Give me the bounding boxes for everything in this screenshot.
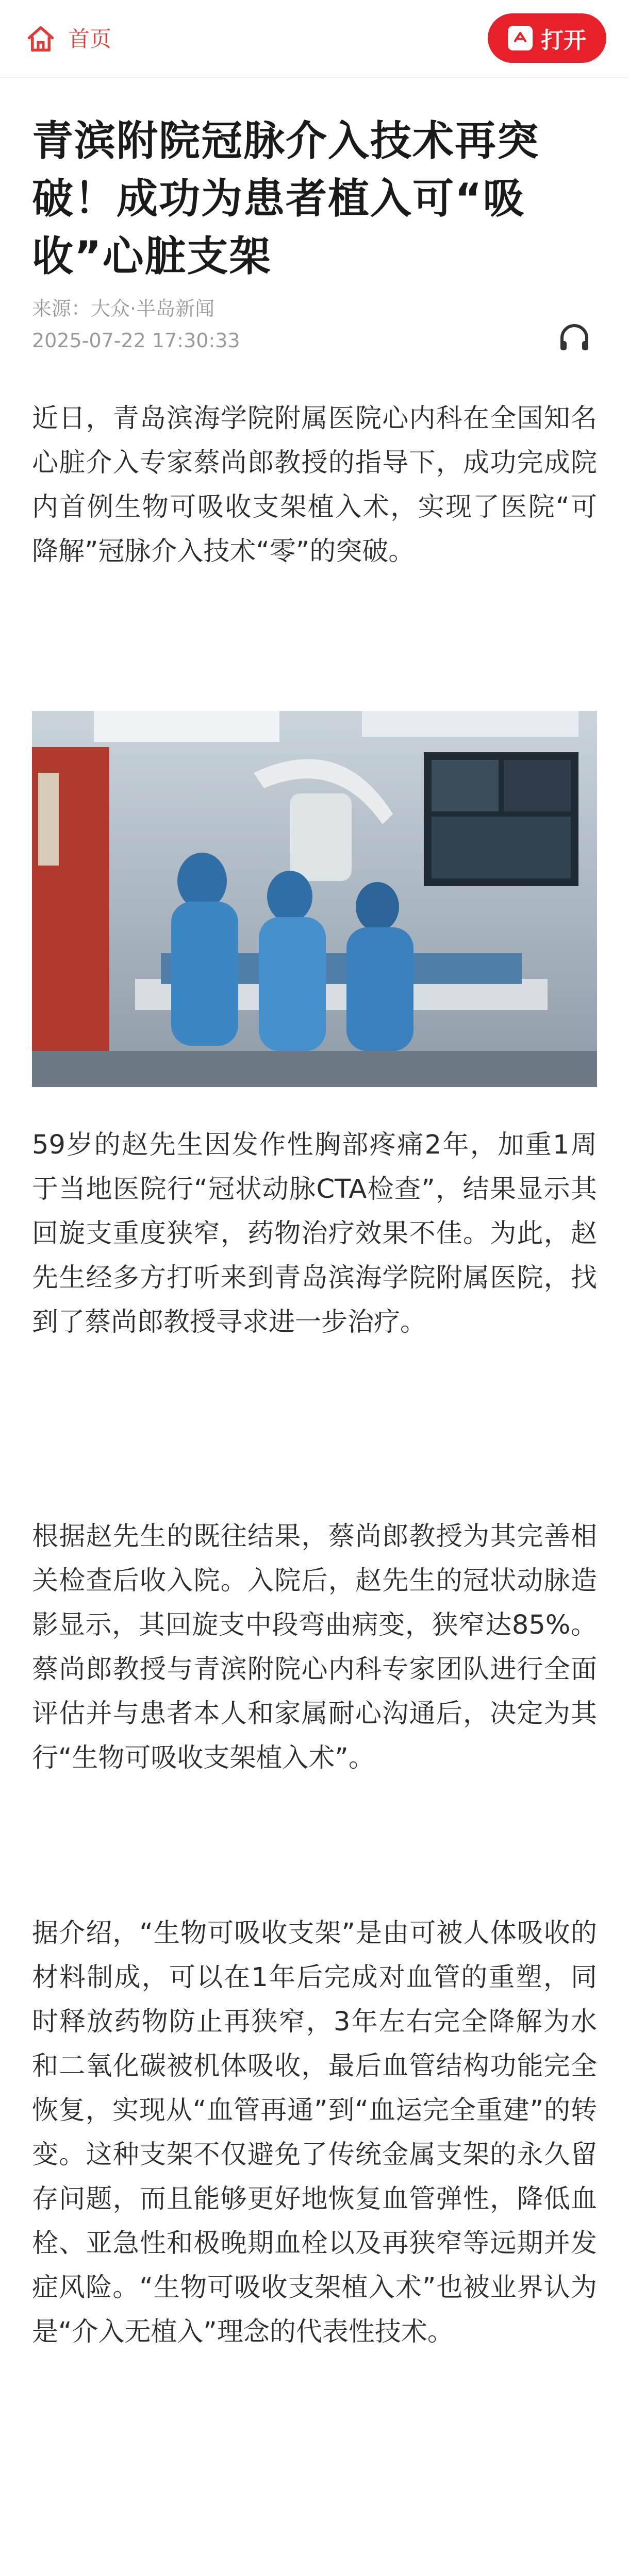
top-nav-bar [0, 0, 629, 78]
article-source: 来源：大众·半岛新闻 [32, 297, 215, 320]
article-photo-surgery [32, 711, 597, 1087]
home-label: 首页 [68, 26, 112, 52]
open-app-label: 打开 [541, 27, 586, 54]
article-time: 2025-07-22 17:30:33 [32, 329, 240, 352]
article-paragraph: 据介绍，“生物可吸收支架”是由可被人体吸收的材料制成，可以在1年后完成对血管的重塑，同时释放药物防止再狭窄，3年左右完全降解为水和二氧化碳被机体吸收，最后血管结构功能完全恢复，实现从“血管再通”到“血运完全重建”的转变。这种支架不仅避免了传统金属支架的永久留存问题，而且能够更好地恢复血管弹性，降低血栓、亚急性和极晚期血栓以及再狭窄等远期并发症风险。“生物可吸收支架植入术”也被业界认为是“介入无植入”理念的代表性技术。 [32, 1918, 597, 2347]
home-button[interactable] [25, 19, 111, 60]
home-icon [25, 23, 57, 55]
open-app-button[interactable] [488, 13, 606, 63]
article-paragraph: 近日，青岛滨海学院附属医院心内科在全国知名心脏介入专家蔡尚郎教授的指导下，成功完成院内首例生物可吸收支架植入术，实现了医院“可降解”冠脉介入技术“零”的突破。 [32, 403, 597, 567]
app-open-icon [508, 26, 533, 50]
article-paragraph: 59岁的赵先生因发作性胸部疼痛2年，加重1周于当地医院行“冠状动脉CTA检查”，结果显示其回旋支重度狭窄，药物治疗效果不佳。为此，赵先生经多方打听来到青岛滨海学院附属医院，找到了蔡尚郎教授寻求进一步治疗。 [32, 1130, 597, 1337]
headphones-icon[interactable] [556, 319, 593, 357]
article-paragraph: 根据赵先生的既往结果，蔡尚郎教授为其完善相关检查后收入院。入院后，赵先生的冠状动脉造影显示，其回旋支中段弯曲病变，狭窄达85%。蔡尚郎教授与青滨附院心内科专家团队进行全面评估并与患者本人和家属耐心沟通后，决定为其行“生物可吸收支架植入术”。 [32, 1521, 597, 1773]
article-title: 青滨附院冠脉介入技术再突破！成功为患者植入可“吸收”心脏支架 [32, 117, 539, 280]
